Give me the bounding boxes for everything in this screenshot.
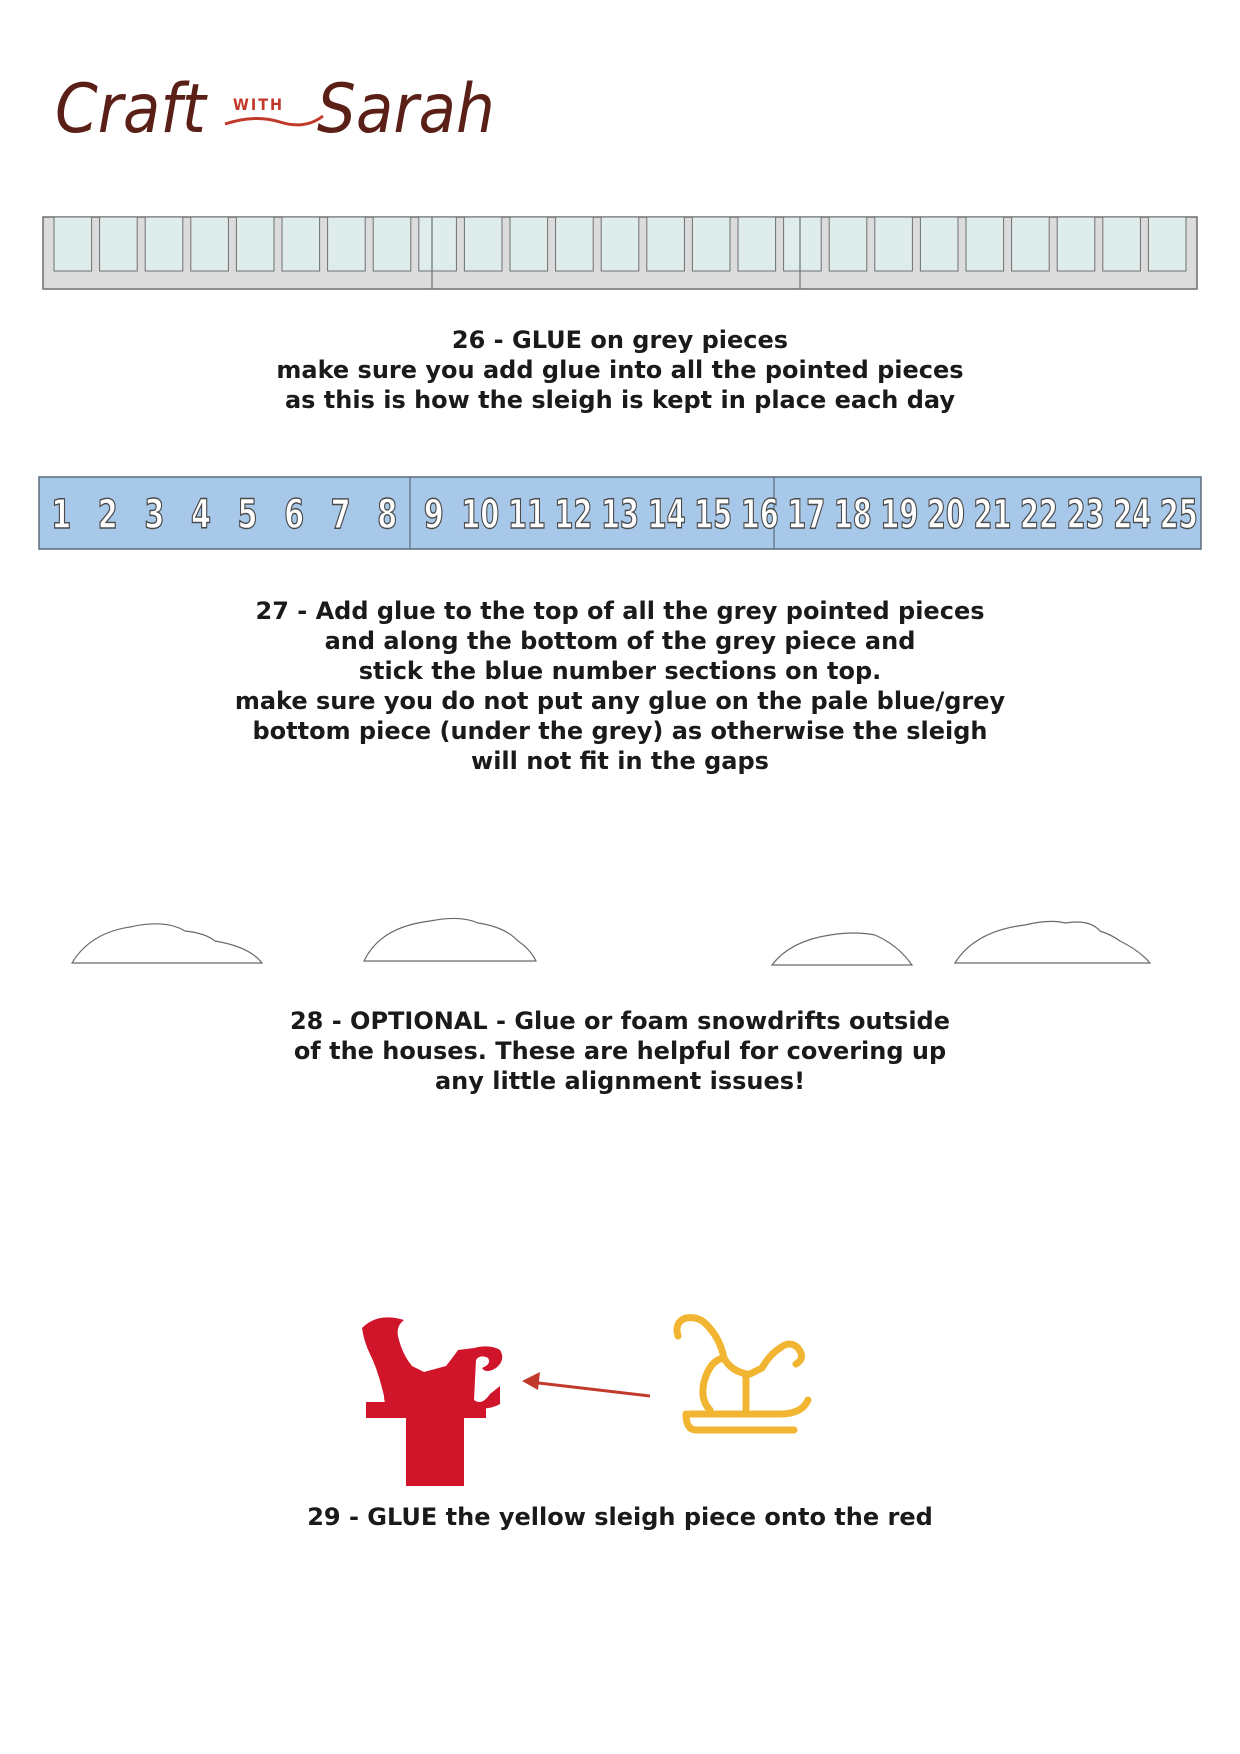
comb-slot <box>54 217 92 271</box>
yellow-sleigh-piece <box>677 1318 808 1430</box>
logo-word-with: WITH <box>233 95 285 114</box>
number-label: 20 <box>926 492 965 538</box>
comb-slot <box>191 217 229 271</box>
number-label: 19 <box>880 492 919 538</box>
comb-slot <box>1103 217 1141 271</box>
blue-number-strip <box>38 476 1202 552</box>
step-26-instructions <box>0 325 1240 415</box>
step-28-line: 28 - OPTIONAL - Glue or foam snowdrifts outside <box>289 1007 951 1035</box>
logo-swash <box>225 116 323 125</box>
number-label: 9 <box>423 492 444 538</box>
red-sleigh-piece <box>362 1317 502 1486</box>
number-label: 15 <box>694 492 733 538</box>
comb-slot <box>236 217 274 271</box>
number-label: 17 <box>787 492 826 538</box>
step-28-line: of the houses. These are helpful for covering up <box>293 1037 947 1065</box>
pale-blue-gaps <box>54 217 1186 271</box>
arrow-icon <box>522 1372 650 1396</box>
comb-slot <box>145 217 183 271</box>
comb-slot <box>556 217 594 271</box>
number-label: 12 <box>554 492 593 538</box>
step-27-line: stick the blue number sections on top. <box>358 657 882 685</box>
number-label: 18 <box>833 492 872 538</box>
comb-slot <box>1148 217 1186 271</box>
number-label: 14 <box>647 492 686 538</box>
number-label: 13 <box>601 492 639 538</box>
number-label: 6 <box>284 492 305 538</box>
comb-slot <box>784 217 822 271</box>
comb-slot <box>328 217 366 271</box>
comb-slot <box>692 217 730 271</box>
comb-slot <box>920 217 958 271</box>
comb-slot <box>875 217 913 271</box>
number-label: 2 <box>97 492 118 538</box>
comb-slot <box>647 217 685 271</box>
comb-slot <box>282 217 320 271</box>
snowdrifts-group <box>0 905 1240 975</box>
snowdrift-2 <box>364 918 536 961</box>
snowdrift-3 <box>772 933 912 965</box>
comb-slot <box>601 217 639 271</box>
number-label: 1 <box>51 492 72 538</box>
step-29-instructions <box>0 1502 1240 1532</box>
number-label: 5 <box>237 492 258 538</box>
comb-slot <box>1057 217 1095 271</box>
snowdrift-4 <box>955 921 1150 963</box>
step-26-line: as this is how the sleigh is kept in place each day <box>284 386 956 414</box>
number-label: 22 <box>1020 492 1058 538</box>
comb-slot <box>419 217 457 271</box>
step-28-instructions <box>0 1006 1240 1096</box>
number-label: 4 <box>191 492 211 538</box>
number-label: 8 <box>377 492 398 538</box>
comb-slot <box>510 217 548 271</box>
step-26-line: make sure you add glue into all the pointed pieces <box>276 356 964 384</box>
number-label: 7 <box>330 492 351 538</box>
step-27-line: and along the bottom of the grey piece and <box>324 627 916 655</box>
number-label: 25 <box>1159 492 1198 538</box>
step-27-line: make sure you do not put any glue on the pale blue/grey <box>234 687 1006 715</box>
logo-word-sarah: Sarah <box>317 70 495 149</box>
craft-with-sarah-logo <box>55 50 515 160</box>
number-label: 21 <box>973 492 1012 538</box>
sleigh-diagram <box>350 1310 830 1490</box>
number-label: 11 <box>507 492 546 538</box>
number-label: 24 <box>1113 492 1152 538</box>
step-27-line: 27 - Add glue to the top of all the grey pointed pieces <box>255 597 985 625</box>
comb-slot <box>373 217 411 271</box>
comb-slot <box>100 217 138 271</box>
step-27-instructions <box>0 596 1240 776</box>
comb-slot <box>829 217 867 271</box>
step-28-line: any little alignment issues! <box>434 1067 806 1095</box>
snowdrift-1 <box>72 924 262 963</box>
step-26-line: 26 - GLUE on grey pieces <box>451 326 789 354</box>
comb-slot <box>966 217 1004 271</box>
step-27-line: bottom piece (under the grey) as otherwise the sleigh <box>252 717 988 745</box>
comb-slot <box>464 217 502 271</box>
logo-word-craft: Craft <box>55 70 206 149</box>
step-29-line: 29 - GLUE the yellow sleigh piece onto the red <box>307 1503 933 1531</box>
number-label: 10 <box>461 492 500 538</box>
number-label: 23 <box>1066 492 1105 538</box>
comb-slot <box>738 217 776 271</box>
step-27-line: will not fit in the gaps <box>471 747 769 775</box>
number-label: 16 <box>740 492 779 538</box>
comb-slot <box>1012 217 1050 271</box>
grey-comb-strip <box>42 216 1198 292</box>
number-label: 3 <box>144 492 165 538</box>
